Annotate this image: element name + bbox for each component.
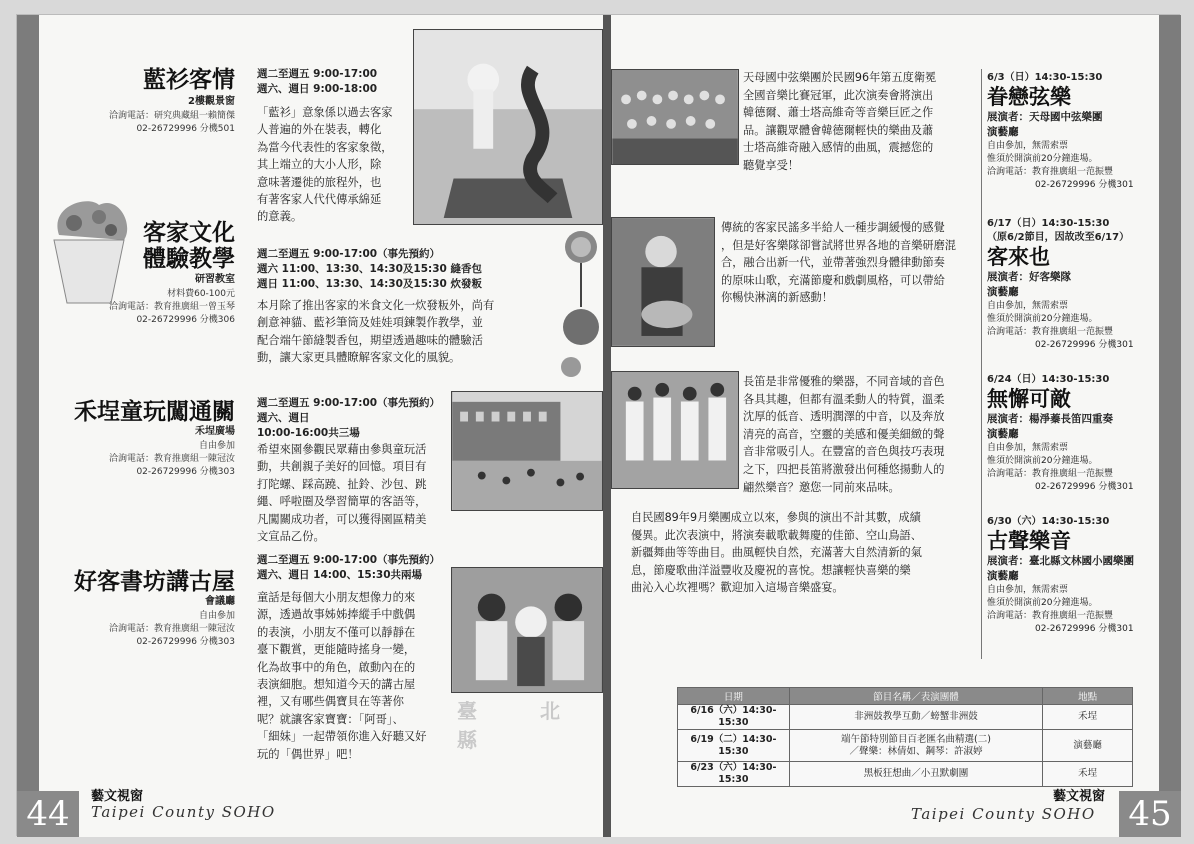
keychain-image <box>557 227 603 387</box>
event-card: 6/17（日）14:30-15:30 （原6/2節目，因故改至6/17） 客來也 展演者：好客樂隊 演藝廳 自由參加，無需索票 惟須於開演前20分鐘進場。 洽詢電話：教育推廣組一范振豐 02-26729996 分機301 <box>987 217 1157 352</box>
section-title-story-house: 好客書坊講古屋 <box>74 569 235 595</box>
event-card: 6/24（日）14:30-15:30 無懈可敵 展演者：楊淨蓁長笛四重奏 演藝廳 自由參加，無需索票 惟須於開演前20分鐘進場。 洽詢電話：教育推廣組一范振豐 02-26729996 分機301 <box>987 373 1157 494</box>
magazine-logo: Taipei County SOHO <box>911 805 1096 823</box>
section-info: 材料費60-100元 洽詢電話：教育推廣組一曾玉琴 02-26729996 分機306 <box>108 289 235 325</box>
section-venue: 禾埕廣場 <box>195 426 235 437</box>
event-title: 無懈可敵 <box>987 387 1071 411</box>
section-venue: 會議廳 <box>205 596 235 607</box>
event-title: 客來也 <box>987 245 1050 269</box>
article-text: 傳統的客家民謠多半給人一種步調緩慢的感覺 ，但是好客樂隊卻嘗試將世界各地的音樂研磨混 合，融合出新一代，並帶著強烈身體律動節奏 的原味山歌，充滿節慶和戲劇風格，可以帶給 你暢快淋漓的新感動！ <box>721 221 956 305</box>
page-number: 45 <box>1119 791 1181 837</box>
article-text: 天母國中弦樂團於民國96年第五度衛冕 全國音樂比賽冠軍，此次演奏會將演出 韓德爾、蕭士塔高維奇等音樂巨匠之作 品。讓觀眾體會韓德爾輕快的樂曲及蕭 士塔高維奇融入感情的曲風，震撼您的 聽覺享受！ <box>743 71 937 172</box>
left-edge-strip <box>17 15 39 837</box>
event-title: 古聲樂音 <box>987 529 1071 553</box>
flute-photo <box>611 371 739 489</box>
right-edge-strip <box>1159 15 1181 837</box>
plaza-photo <box>451 391 603 511</box>
info-line: 02-26729996 分機501 <box>136 124 235 134</box>
section-venue: 2樓觀景窗 <box>188 96 235 107</box>
section-schedule <box>257 67 417 97</box>
page-number: 44 <box>17 791 79 837</box>
schedule-table <box>677 687 1133 787</box>
section-venue: 研習教室 <box>195 274 235 285</box>
section-body: 本月除了推出客家的米食文化一炊發粄外，尚有 創意神貓、藍衫筆筒及娃娃項鍊製作教學，並 配合端午節縫製香包，期望透過趣味的體驗活 動，讓大家更具體瞭解客家文化的風貌。 <box>257 299 495 365</box>
left-page <box>17 15 603 837</box>
section-title-blue-shirt: 藍衫客情 <box>143 67 235 93</box>
article-text: 長笛是非常優雅的樂器，不同音域的音色 各具其趣，但都有溫柔動人的特質，溫柔 沈厚的低音、透明潤澤的中音，以及奔放 清亮的高音，空靈的美感和優美細緻的聲 音非常吸引人。在豐富的音色與技巧表現 之下，四把長笛將激發出何種悠揚動人的 翩然樂音？邀您一同前來品味。 <box>743 375 945 494</box>
event-title: 眷戀弦樂 <box>987 85 1071 109</box>
orchestra-photo <box>611 69 739 165</box>
section-schedule: 週二至週五 9:00-17:00（事先預約） 週六、週日 14:00、15:30共兩場 <box>257 554 441 581</box>
section-info <box>57 110 235 136</box>
right-page <box>611 15 1181 837</box>
magazine-logo: Taipei County SOHO <box>91 803 276 821</box>
sculpture-photo <box>413 29 603 225</box>
info-line: 洽詢電話：研究典藏組一賴簡傑 <box>108 111 235 121</box>
section-info: 自由參加 洽詢電話：教育推廣組一陳冠汝 02-26729996 分機303 <box>108 441 235 477</box>
section-body: 「藍衫」意象係以過去客家 人普遍的外在裝表，轉化 為當今代表性的客家象徵， 其上端立的大小人形，除 意味著遷徙的旅程外，也 有著客家人代代傳承綿延 的意義。 <box>257 106 393 224</box>
schedule-line: 週二至週五 9:00-17:00 <box>257 68 378 80</box>
table-row: 6/19（二）14:30-15:30 端午節特別節目百老匯名曲精選(二) ／聲樂：林倩如、鋼琴：許淑婷 演藝廳 <box>678 730 1133 762</box>
section-body: 童話是每個大小朋友想像力的來 源，透過故事姊姊捧縱手中戲偶 的表演，小朋友不僅可以靜靜在 臺下觀賞，更能隨時搖身一變， 化為故事中的角色，啟動內在的 表演細胞。想知道今天的講古屋 裡，又有哪些偶寶貝在等著你 呢？就讓客家寶寶：「阿哥」、 「細妹」一起帶領你進入好聽又好 玩的「偶世界」吧！ <box>257 591 427 761</box>
table-header-row: 日期 節目名稱／表演團體 地點 <box>678 688 1133 705</box>
article-text: 自民國89年9月樂團成立以來，參與的演出不計其數，成績 優異。此次表演中，將演奏載歌載舞慶的佳節、空山鳥語、 新疆舞曲等等曲目。曲風輕快自然，充滿著大自然清新的氣 息，節慶歌曲洋溢豐收及慶祝的喜悅。想讓輕快喜樂的樂 曲沁入心坎裡嗎？歡迎加入這場音樂盛宴。 <box>631 511 922 595</box>
schedule-line: 週六、週日 9:00-18:00 <box>257 83 378 95</box>
event-card: 6/30（六）14:30-15:30 古聲樂音 展演者：臺北縣文林國小國樂團 演藝廳 自由參加，無需索票 惟須於開演前20分鐘進場。 洽詢電話：教育推廣組一范振豐 02-26729996 分機301 <box>987 515 1157 636</box>
table-row: 6/16（六）14:30-15:30 非洲鼓教學互動／螃蟹非洲鼓 禾埕 <box>678 705 1133 730</box>
section-schedule: 週二至週五 9:00-17:00（事先預約） 週六、週日 10:00-16:00共三場 <box>257 397 441 439</box>
map-watermark-label: 臺 北 縣 <box>457 699 588 752</box>
section-info: 自由參加 洽詢電話：教育推廣組一陳冠汝 02-26729996 分機303 <box>108 611 235 647</box>
table-row: 6/23（六）14:30-15:30 黑板狂想曲／小丑默劇團 禾埕 <box>678 762 1133 787</box>
magazine-name: 藝文視窗 <box>91 789 144 804</box>
section-title-game-pass: 禾埕童玩闖通關 <box>74 399 235 425</box>
column-divider <box>981 69 982 659</box>
section-schedule: 週二至週五 9:00-17:00（事先預約） 週六 11:00、13:30、14:30及15:30 縫香包 週日 11:00、13:30、14:30及15:30 炊發粄 <box>257 248 483 290</box>
event-card: 6/3（日）14:30-15:30 眷戀弦樂 展演者：天母國中弦樂團 演藝廳 自由參加，無需索票 惟須於開演前20分鐘進場。 洽詢電話：教育推廣組一范振豐 02-26729996 分機301 <box>987 71 1157 192</box>
section-title-hakka-culture: 客家文化 體驗教學 <box>143 220 235 272</box>
magazine-spread <box>16 14 1180 836</box>
guitarist-photo <box>611 217 715 347</box>
magazine-name: 藝文視窗 <box>1053 789 1106 804</box>
section-body: 希望來園參觀民眾藉由參與童玩活 動，共創親子美好的回憶。項目有 打陀螺、踩高蹺、扯鈴、沙包、跳 繩、呼啦圈及學習簡單的客語等， 凡闖關成功者，可以獲得園區精美 文宣品乙份。 <box>257 443 427 544</box>
puppet-photo <box>451 567 603 693</box>
page-gutter <box>603 15 611 837</box>
